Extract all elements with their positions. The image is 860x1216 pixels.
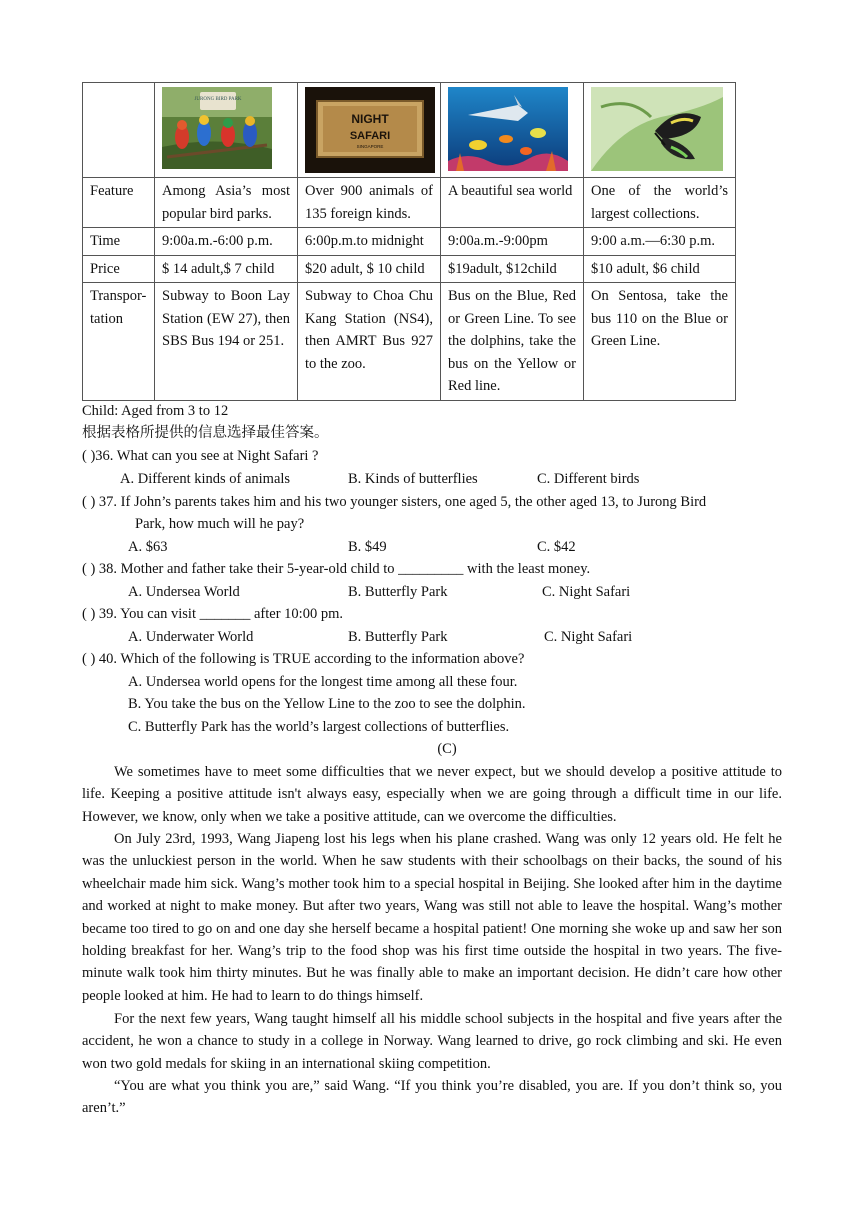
time-bird-park: 9:00a.m.-6:00 p.m.: [155, 228, 298, 256]
table-row-feature: [83, 178, 736, 228]
q37-option-b: B. $49: [348, 539, 387, 555]
q38-option-b: B. Butterfly Park: [348, 584, 448, 600]
underwater-world-photo: [448, 87, 568, 171]
price-butterfly-park: $10 adult, $6 child: [584, 255, 736, 283]
night-safari-sign-night: NIGHT: [351, 112, 389, 126]
image-cell-night-safari: [298, 83, 441, 178]
image-cell-underwater-world: [441, 83, 584, 178]
q39-option-a: A. Underwater World: [128, 629, 254, 645]
row-label-feature: Feature: [83, 178, 155, 228]
table-corner-cell: [83, 83, 155, 178]
feature-bird-park: Among Asia’s most popular bird parks.: [155, 178, 298, 228]
question-36: ( )36. What can you see at Night Safari ?: [82, 448, 319, 464]
row-label-time: Time: [83, 228, 155, 256]
q38-option-c: C. Night Safari: [542, 584, 631, 600]
transport-underwater-world: Bus on the Blue, Red or Green Line. To see the dolphins, take the bus on the Yellow or Red line.: [441, 283, 584, 401]
night-safari-photo: [305, 87, 435, 173]
row-label-price: Price: [83, 255, 155, 283]
transport-bird-park: Subway to Boon Lay Station (EW 27), then SBS Bus 194 or 251.: [155, 283, 298, 401]
q39-option-c: C. Night Safari: [544, 629, 633, 645]
table-row-price: [83, 255, 736, 283]
q40-option-b: B. You take the bus on the Yellow Line to the zoo to see the dolphin.: [128, 696, 526, 712]
feature-night-safari: Over 900 animals of 135 foreign kinds.: [298, 178, 441, 228]
section-c-paragraph-3: For the next few years, Wang taught himself all his middle school subjects in the hospital and five years after the accident, he won a chance to study in a college in Norway. Wang learned to drive, go rock climbing and ski. He even won two gold medals for skiing in an international skiing competition.: [82, 1011, 782, 1072]
attractions-table: [82, 82, 736, 401]
section-c-paragraph-1: We sometimes have to meet some difficulties that we never expect, but we should develop a positive attitude to life. Keeping a positive attitude isn't always easy, especially when we are going through a difficult time in our life. However, we know, only when we take a positive attitude, can we overcome the difficulties.: [82, 764, 782, 825]
bird-park-sign-text: JURONG BIRD PARK: [194, 97, 242, 102]
q36-option-b: B. Kinds of butterflies: [348, 471, 478, 487]
child-age-note: Child: Aged from 3 to 12: [82, 403, 229, 419]
q39-option-b: B. Butterfly Park: [348, 629, 448, 645]
section-c-paragraph-4: “You are what you think you are,” said Wang. “If you think you’re disabled, you are. If you don’t think so, you aren’t.”: [82, 1078, 782, 1117]
instruction-text: 根据表格所提供的信息选择最佳答案。: [82, 425, 329, 441]
section-c-paragraph-2: On July 23rd, 1993, Wang Jiapeng lost his legs when his plane crashed. Wang was only 12 years old. He felt he was the unluckiest person in the world. When he saw students with their schoolbags on their backs, the sound of his wheelchair made him sick. Wang’s mother took him to a special hospital in Beijing. She looked after him in the daytime and worked at night to make money. But after two years, Wang was still not able to leave the hospital. Wang’s mother became too tired to go on and one day she herself became a hospital patient! One morning she woke up and saw her son holding breakfast for her. Wang’s trip to the food shop was his first time outside the hospital in two years. The five-minute walk took him thirty minutes. But he was finally able to make an important decision. He didn’t care how other people looked at him. He had to learn to do things himself.: [82, 831, 782, 1004]
q37-option-a: A. $63: [128, 539, 168, 555]
q40-option-a: A. Undersea world opens for the longest time among all these four.: [128, 674, 518, 690]
price-night-safari: $20 adult, $ 10 child: [298, 255, 441, 283]
question-40: ( ) 40. Which of the following is TRUE according to the information above?: [82, 651, 525, 667]
table-image-row: [83, 83, 736, 178]
q36-option-a: A. Different kinds of animals: [120, 471, 291, 487]
q36-option-c: C. Different birds: [537, 471, 640, 487]
transport-butterfly-park: On Sentosa, take the bus 110 on the Blue or Green Line.: [584, 283, 736, 401]
night-safari-sign-singapore: SINGAPORE: [356, 144, 384, 149]
bird-park-photo: [162, 87, 272, 169]
question-39: ( ) 39. You can visit _______ after 10:00 pm.: [82, 606, 343, 622]
question-37: ( ) 37. If John’s parents takes him and his two younger sisters, one aged 5, the other aged 13, to Jurong Bird: [82, 494, 707, 510]
price-bird-park: $ 14 adult,$ 7 child: [155, 255, 298, 283]
q37-option-c: C. $42: [537, 539, 576, 555]
feature-butterfly-park: One of the world’s largest collections.: [584, 178, 736, 228]
question-37-continued: Park, how much will he pay?: [135, 516, 305, 532]
row-label-transportation: Transpor-tation: [83, 283, 155, 401]
butterfly-park-photo: [591, 87, 723, 171]
section-c-heading: (C): [437, 741, 457, 757]
image-cell-bird-park: [155, 83, 298, 178]
image-cell-butterfly-park: [584, 83, 736, 178]
transport-night-safari: Subway to Choa Chu Kang Station (NS4), then AMRT Bus 927 to the zoo.: [298, 283, 441, 401]
time-night-safari: 6:00p.m.to midnight: [298, 228, 441, 256]
q38-option-a: A. Undersea World: [128, 584, 240, 600]
night-safari-sign-safari: SAFARI: [349, 130, 391, 142]
table-row-time: [83, 228, 736, 256]
time-underwater-world: 9:00a.m.-9:00pm: [441, 228, 584, 256]
q40-option-c: C. Butterfly Park has the world’s largest collections of butterflies.: [128, 719, 510, 735]
table-row-transportation: [83, 283, 736, 401]
feature-underwater-world: A beautiful sea world: [441, 178, 584, 228]
time-butterfly-park: 9:00 a.m.—6:30 p.m.: [584, 228, 736, 256]
price-underwater-world: $19adult, $12child: [441, 255, 584, 283]
worksheet-page: [82, 82, 782, 1117]
question-38: ( ) 38. Mother and father take their 5-year-old child to _________ with the least money.: [82, 561, 591, 577]
